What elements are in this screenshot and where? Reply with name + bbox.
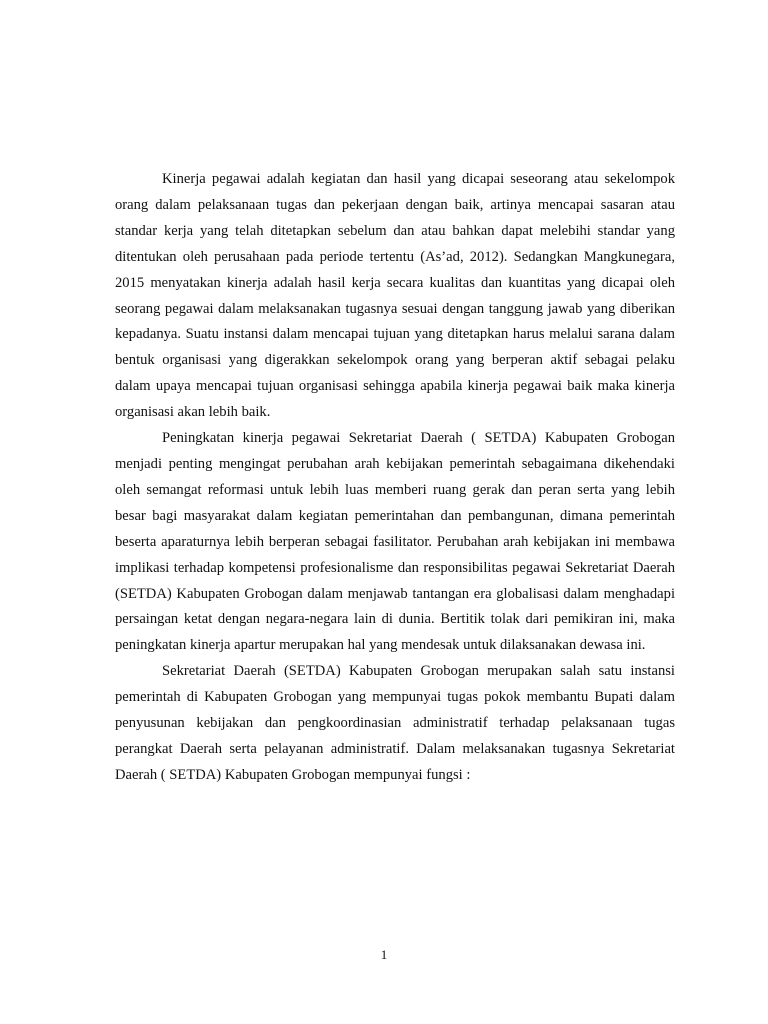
page-number: 1 (380, 947, 388, 962)
paragraph-2: Peningkatan kinerja pegawai Sekretariat Daerah ( SETDA) Kabupaten Grobogan menjadi penting mengingat perubahan arah kebijakan pemerintah sebagaimana dikehendaki oleh semangat reformasi untuk lebih luas memberi ruang gerak dan peran serta yang lebih besar bagi masyarakat dalam kegiatan pemerintahan dan pembangunan, dimana pemerintah beserta aparaturnya lebih berperan sebagai fasilitator. Perubahan arah kebijakan ini membawa implikasi terhadap kompetensi profesionalisme dan responsibilitas pegawai Sekretariat Daerah (SETDA) Kabupaten Grobogan dalam menjawab tantangan era globalisasi dalam menghadapi persaingan ketat dengan negara-negara lain di dunia. Bertitik tolak dari pemikiran ini, maka peningkatan kinerja apartur merupakan hal yang mendesak untuk dilaksanakan dewasa ini. (115, 430, 675, 654)
paragraph-3: Sekretariat Daerah (SETDA) Kabupaten Grobogan merupakan salah satu instansi pemerintah di Kabupaten Grobogan yang mempunyai tugas pokok membantu Bupati dalam penyusunan kebijakan dan pengkoordinasian administratif terhadap pelaksanaan tugas perangkat Daerah serta pelayanan administratif. Dalam melaksanakan tugasnya Sekretariat Daerah ( SETDA) Kabupaten Grobogan mempunyai fungsi : (115, 663, 675, 783)
body-text (115, 167, 675, 789)
paragraph-1: Kinerja pegawai adalah kegiatan dan hasil yang dicapai seseorang atau sekelompok orang dalam pelaksanaan tugas dan pekerjaan dengan baik, artinya mencapai sasaran atau standar kerja yang telah ditetapkan sebelum dan atau bahkan dapat melebihi standar yang ditentukan oleh perusahaan pada periode tertentu (As’ad, 2012). Sedangkan Mangkunegara, 2015 menyatakan kinerja adalah hasil kerja secara kualitas dan kuantitas yang dicapai oleh seorang pegawai dalam melaksanakan tugasnya sesuai dengan tanggung jawab yang diberikan kepadanya. Suatu instansi dalam mencapai tujuan yang ditetapkan harus melalui sarana dalam bentuk organisasi yang digerakkan sekelompok orang yang berperan aktif sebagai pelaku dalam upaya mencapai tujuan organisasi sehingga apabila kinerja pegawai baik maka kinerja organisasi akan lebih baik. (115, 171, 675, 421)
